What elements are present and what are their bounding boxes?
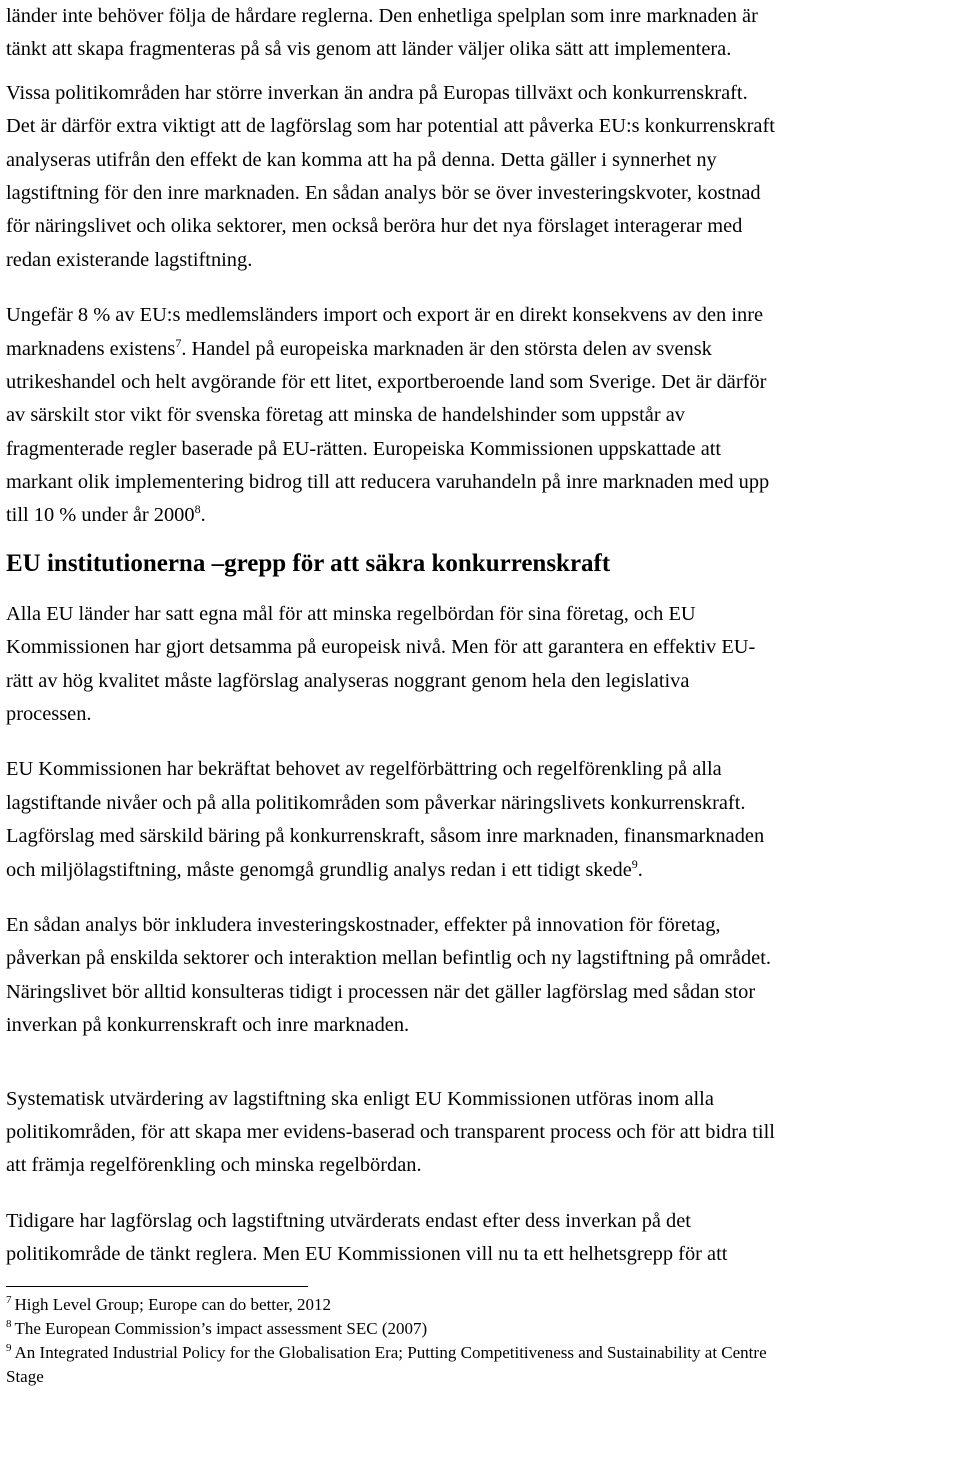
text-line: länder inte behöver följa de hårdare reglerna. Den enhetliga spelplan som inre marknaden är: [6, 5, 758, 27]
footnote-number: 8: [6, 1317, 12, 1330]
text-segment: marknadens existens: [6, 337, 176, 360]
footnote-text: An Integrated Industrial Policy for the Globalisation Era; Putting Competitiveness and Sustainability at Centre: [14, 1342, 767, 1362]
paragraph-commission: [6, 753, 954, 887]
text-line: processen.: [6, 703, 92, 726]
text-line: Näringslivet bör alltid konsulteras tidigt i processen när det gäller lagförslag med sådan stor: [6, 980, 756, 1003]
text-line: lagstiftande nivåer och på alla politikområden som påverkar näringslivets konkurrenskraft.: [6, 791, 746, 814]
footnote-number: 9: [6, 1341, 12, 1354]
paragraph-previous: [6, 1205, 954, 1272]
paragraph-trade: [6, 299, 954, 533]
text-segment: .: [637, 858, 643, 881]
document-page: [6, 0, 954, 1389]
footnote-item: [6, 1317, 954, 1341]
text-line: Lagförslag med särskild bäring på konkurrenskraft, såsom inre marknaden, finansmarknaden: [6, 825, 765, 848]
text-line: Alla EU länder har satt egna mål för att minska regelbördan för sina företag, och EU: [6, 602, 696, 625]
footnote-item: [6, 1341, 954, 1365]
footnote-item: [6, 1293, 954, 1317]
text-line: Tidigare har lagförslag och lagstiftning utvärderats endast efter dess inverkan på det: [6, 1209, 691, 1232]
text-line: för näringslivet och olika sektorer, men också beröra hur det nya förslaget interagerar med: [6, 215, 743, 238]
text-line: utrikeshandel och helt avgörande för ett litet, exportberoende land som Sverige. Det är därför: [6, 370, 767, 393]
paragraph-goals: [6, 598, 954, 732]
text-line: redan existerande lagstiftning.: [6, 248, 253, 271]
footnote-reference: 9: [631, 856, 638, 871]
text-line: analyseras utifrån den effekt de kan komma att ha på denna. Detta gäller i synnerhet ny: [6, 148, 717, 171]
text-line: En sådan analys bör inkludera investeringskostnader, effekter på innovation för företag,: [6, 913, 721, 936]
footnote-text: High Level Group; Europe can do better, 2012: [14, 1294, 332, 1314]
footnote-reference: 7: [175, 335, 182, 350]
footnote-text: The European Commission’s impact assessment SEC (2007): [14, 1318, 428, 1338]
text-line: EU Kommissionen har bekräftat behovet av regelförbättring och regelförenkling på alla: [6, 758, 722, 781]
footnote-reference: 8: [194, 502, 201, 517]
footnote-text: Stage: [6, 1366, 44, 1386]
text-line: rätt av hög kvalitet måste lagförslag analyseras noggrant genom hela den legislativa: [6, 669, 690, 692]
text-line: [6, 854, 954, 887]
paragraph-policy-areas: [6, 77, 954, 277]
paragraph-intro: [6, 0, 954, 67]
text-line: tänkt att skapa fragmenteras på så vis genom att länder väljer olika sätt att implementera.: [6, 38, 732, 61]
text-line: [6, 499, 954, 532]
text-line: Vissa politikområden har större inverkan än andra på Europas tillväxt och konkurrenskraft.: [6, 81, 748, 104]
paragraph-analysis: [6, 909, 954, 1043]
text-line: inverkan på konkurrenskraft och inre marknaden.: [6, 1014, 410, 1037]
text-line: fragmenterade regler baserade på EU-rätten. Europeiska Kommissionen uppskattade att: [6, 437, 722, 460]
text-line: politikområde de tänkt reglera. Men EU Kommissionen vill nu ta ett helhetsgrepp för att: [6, 1243, 728, 1266]
text-line: Det är därför extra viktigt att de lagförslag som har potential att påverka EU:s konkurrenskraft: [6, 115, 775, 138]
text-segment: .: [200, 504, 206, 527]
footnote-number: 7: [6, 1293, 12, 1306]
text-line: att främja regelförenkling och minska regelbördan.: [6, 1154, 422, 1177]
text-line: påverkan på enskilda sektorer och interaktion mellan befintlig och ny lagstiftning på området.: [6, 947, 771, 970]
text-line: markant olik implementering bidrog till att reducera varuhandeln på inre marknaden med upp: [6, 471, 770, 494]
text-line: [6, 333, 954, 366]
text-line: Kommissionen har gjort detsamma på europeisk nivå. Men för att garantera en effektiv EU-: [6, 636, 756, 659]
text-segment: . Handel på europeiska marknaden är den största delen av svensk: [181, 337, 712, 360]
paragraph-systematic: [6, 1083, 954, 1183]
text-line: Ungefär 8 % av EU:s medlemsländers import och export är en direkt konsekvens av den inre: [6, 304, 764, 327]
footnote-divider: [6, 1286, 308, 1287]
text-line: lagstiftning för den inre marknaden. En sådan analys bör se över investeringskvoter, kostnad: [6, 181, 761, 204]
text-line: politikområden, för att skapa mer evidens-baserad och transparent process och för att bidra till: [6, 1120, 775, 1143]
footnote-item: [6, 1365, 954, 1389]
footnotes: [6, 1293, 954, 1389]
text-line: Systematisk utvärdering av lagstiftning ska enligt EU Kommissionen utföras inom alla: [6, 1087, 714, 1110]
text-segment: och miljölagstiftning, måste genomgå grundlig analys redan i ett tidigt skede: [6, 858, 632, 881]
text-line: av särskilt stor vikt för svenska företag att minska de handelshinder som uppstår av: [6, 404, 685, 427]
section-heading: EU institutionerna –grepp för att säkra konkurrenskraft: [6, 549, 611, 577]
text-segment: till 10 % under år 2000: [6, 504, 195, 527]
